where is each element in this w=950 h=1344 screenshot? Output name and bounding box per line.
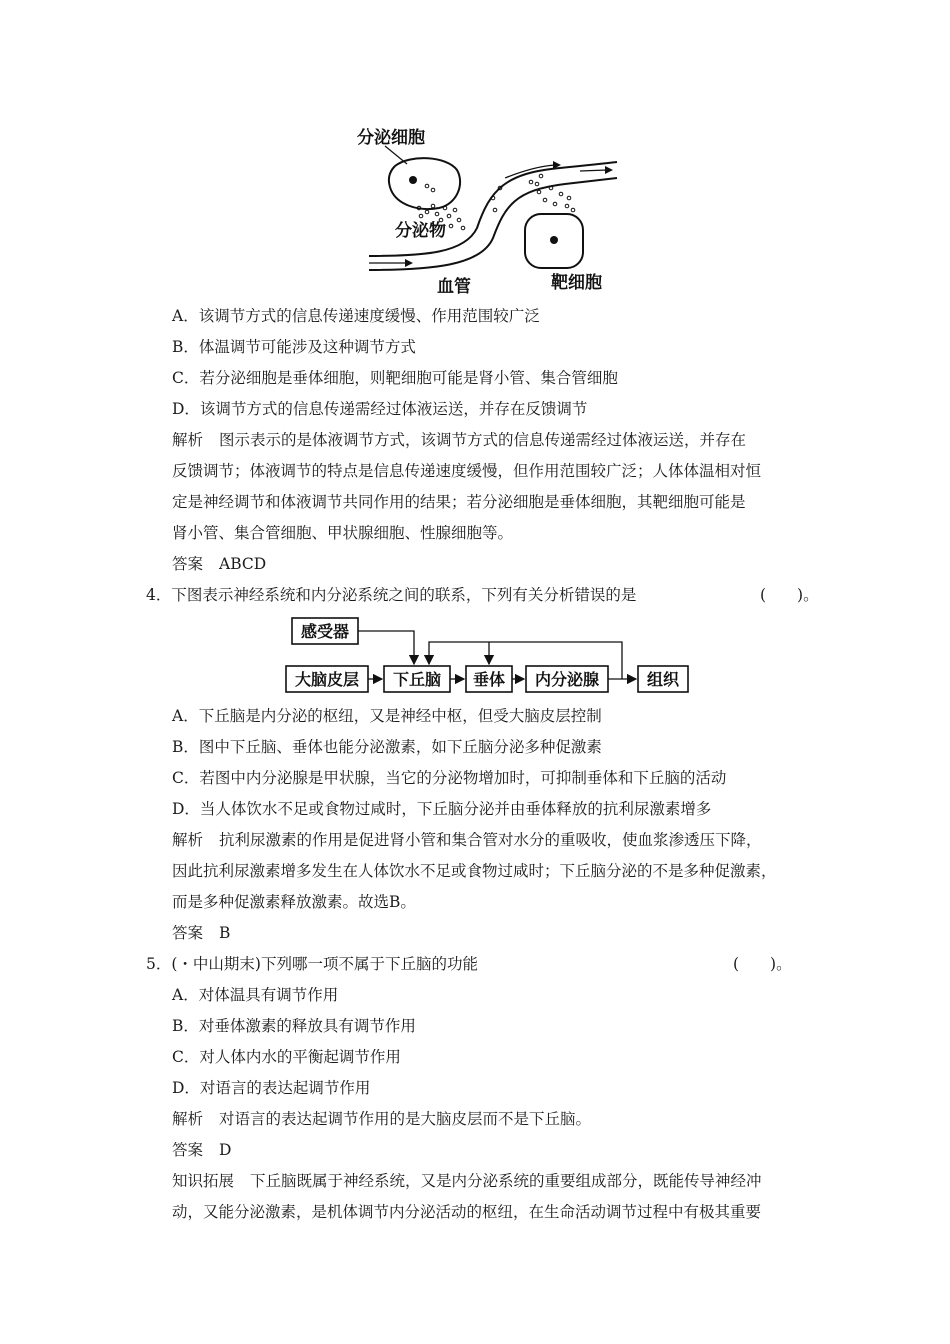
q3-option-d: D．该调节方式的信息传递需经过体液运送，并存在反馈调节 (172, 400, 588, 418)
neuro-endocrine-flowchart (284, 612, 694, 694)
q3-analysis-line-3: 定是神经调节和体液调节共同作用的结果；若分泌细胞是垂体细胞，其靶细胞可能是 (172, 493, 746, 511)
humoral-regulation-figure (355, 118, 620, 298)
q3-answer-value: ABCD (219, 555, 267, 573)
target-cell-nucleus (550, 236, 558, 244)
q4-analysis-text-1: 抗利尿激素的作用是促进肾小管和集合管对水分的重吸收，使血浆渗透压下降， (219, 831, 762, 849)
secretory-cell-shape (389, 158, 460, 209)
q3-option-a: A．该调节方式的信息传递速度缓慢、作用范围较广泛 (172, 307, 540, 325)
hypothalamus-label: 下丘脑 (392, 670, 442, 689)
q5-answer-label: 答案 (172, 1141, 204, 1159)
pituitary-label: 垂体 (472, 670, 506, 689)
q5-analysis (172, 1109, 591, 1129)
q3-analysis-line-1 (172, 430, 746, 450)
q4-analysis-line-3: 而是多种促激素释放激素。故选B。 (172, 893, 416, 911)
knowledge-extension-text-1: 下丘脑既属于神经系统，又是内分泌系统的重要组成部分，既能传导神经冲 (250, 1172, 762, 1190)
q3-option-b: B．体温调节可能涉及这种调节方式 (172, 338, 416, 356)
q5-option-b: B．对垂体激素的释放具有调节作用 (172, 1017, 416, 1035)
tissue-label: 组织 (646, 670, 680, 689)
q3-analysis-line-2: 反馈调节；体液调节的特点是信息传递速度缓慢，但作用范围较广泛；人体体温相对恒 (172, 462, 762, 480)
q4-option-b: B．图中下丘脑、垂体也能分泌激素，如下丘脑分泌多种促激素 (172, 738, 602, 756)
q5-stem: 5．(・中山期末)下列哪一项不属于下丘脑的功能 (146, 955, 478, 973)
q4-option-a: A．下丘脑是内分泌的枢纽，又是神经中枢，但受大脑皮层控制 (172, 707, 602, 725)
q5-answer (172, 1140, 231, 1160)
q4-answer-value: B (219, 924, 231, 942)
q5-analysis-text: 对语言的表达起调节作用的是大脑皮层而不是下丘脑。 (219, 1110, 592, 1128)
q4-answer-paren: ( )。 (760, 586, 819, 604)
receptor-label: 感受器 (300, 622, 350, 641)
q3-analysis-label: 解析 (172, 431, 204, 449)
secretion-label: 分泌物 (395, 221, 446, 241)
q4-option-c: C．若图中内分泌腺是甲状腺，当它的分泌物增加时，可抑制垂体和下丘脑的活动 (172, 769, 727, 787)
secretory-cell-label: 分泌细胞 (357, 128, 425, 148)
q4-stem: 4．下图表示神经系统和内分泌系统之间的联系，下列有关分析错误的是 (146, 586, 637, 604)
endocrine-gland-label: 内分泌腺 (534, 670, 600, 689)
q4-analysis-line-2: 因此抗利尿激素增多发生在人体饮水不足或食物过咸时；下丘脑分泌的不是多种促激素， (172, 862, 777, 880)
secretory-cell-nucleus (409, 176, 417, 184)
q5-answer-value: D (219, 1141, 232, 1159)
target-cell-label: 靶细胞 (551, 273, 602, 293)
q3-analysis-text-1: 图示表示的是体液调节方式，该调节方式的信息传递需经过体液运送，并存在 (219, 431, 747, 449)
q5-option-a: A．对体温具有调节作用 (172, 986, 339, 1004)
q4-analysis-line-1 (172, 830, 762, 850)
cortex-label: 大脑皮层 (294, 670, 360, 689)
knowledge-extension-label: 知识拓展 (172, 1172, 235, 1190)
q5-answer-paren: ( )。 (733, 955, 792, 973)
q3-answer (172, 554, 266, 574)
q3-option-c: C．若分泌细胞是垂体细胞，则靶细胞可能是肾小管、集合管细胞 (172, 369, 618, 387)
q5-analysis-label: 解析 (172, 1110, 204, 1128)
knowledge-extension-line-2: 动，又能分泌激素，是机体调节内分泌活动的枢纽，在生命活动调节过程中有极其重要 (172, 1203, 762, 1221)
q3-answer-label: 答案 (172, 555, 204, 573)
blood-vessel-label: 血管 (437, 277, 471, 297)
q5-option-c: C．对人体内水的平衡起调节作用 (172, 1048, 401, 1066)
q4-analysis-label: 解析 (172, 831, 204, 849)
q4-answer-label: 答案 (172, 924, 204, 942)
q5-option-d: D．对语言的表达起调节作用 (172, 1079, 371, 1097)
q3-analysis-line-4: 肾小管、集合管细胞、甲状腺细胞、性腺细胞等。 (172, 524, 514, 542)
knowledge-extension-line-1 (172, 1171, 762, 1191)
q4-option-d: D．当人体饮水不足或食物过咸时，下丘脑分泌并由垂体释放的抗利尿激素增多 (172, 800, 712, 818)
q4-answer (172, 923, 230, 943)
